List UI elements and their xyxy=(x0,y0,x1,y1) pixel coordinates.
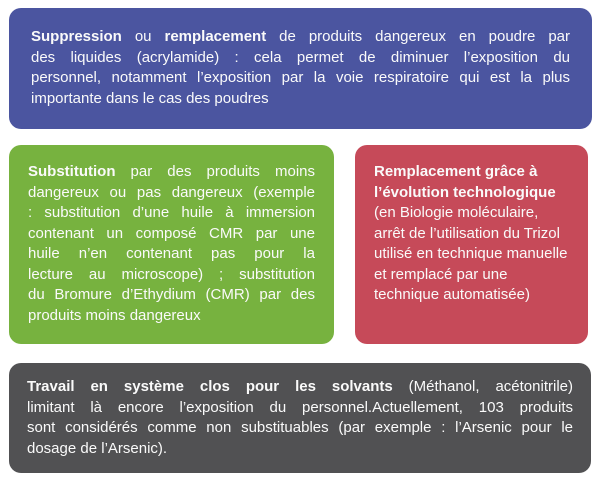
regular-text: du Bromure d’Ethydium (CMR) par des xyxy=(28,286,315,303)
box-remplacement-technologique xyxy=(355,145,588,344)
regular-text: sont considérés comme non substituables (par exemple : l’Arsenic pour le xyxy=(27,419,573,436)
text-line xyxy=(28,183,315,204)
regular-text: huile n’en contenant pas pour la xyxy=(28,245,315,262)
regular-text: de produits dangereux en poudre par xyxy=(266,28,570,45)
regular-text: ou xyxy=(121,28,165,45)
bold-text: Substitution xyxy=(28,163,116,180)
text-line xyxy=(27,398,573,419)
text-line xyxy=(374,183,576,204)
bold-text: Remplacement grâce à xyxy=(374,163,538,180)
regular-text: dangereux ou pas dangereux (exemple xyxy=(28,183,315,201)
text-line xyxy=(28,285,315,306)
text-line xyxy=(28,162,315,183)
text-line xyxy=(374,203,576,224)
regular-text: lecture au microscope) ; substitution xyxy=(28,265,315,283)
bold-text: remplacement xyxy=(164,28,267,45)
box-travail-systeme-clos xyxy=(9,363,591,473)
text-line xyxy=(27,418,573,439)
text-line xyxy=(374,162,576,183)
regular-text: par des produits moins xyxy=(115,163,315,180)
text-line xyxy=(27,439,573,460)
text-line xyxy=(31,68,570,89)
regular-text: (en Biologie moléculaire, xyxy=(374,204,539,221)
text-line xyxy=(28,265,315,286)
text-line xyxy=(31,89,570,110)
regular-text: produits moins dangereux xyxy=(28,306,201,324)
regular-text: contenant un composé CMR par une xyxy=(28,224,315,242)
regular-text: et remplacé par une xyxy=(374,265,508,283)
regular-text: utilisé en technique manuelle xyxy=(374,245,568,262)
bold-text: Suppression xyxy=(31,28,122,45)
text-line xyxy=(28,306,315,327)
text-line xyxy=(28,224,315,245)
text-line xyxy=(374,285,576,306)
text-line xyxy=(374,265,576,286)
text-line xyxy=(28,244,315,265)
box-substitution xyxy=(9,145,334,344)
regular-text: des liquides (acrylamide) : cela permet de diminuer l’exposition du xyxy=(31,48,570,66)
bold-text: Travail en système clos pour les solvants xyxy=(27,378,393,395)
box-suppression-remplacement xyxy=(9,8,592,129)
regular-text: importante dans le cas des poudres xyxy=(31,89,269,107)
text-line xyxy=(374,244,576,265)
regular-text: (Méthanol, acétonitrile) xyxy=(392,378,573,395)
regular-text: limitant là encore l’exposition du personnel.Actuellement, 103 produits xyxy=(27,398,573,416)
text-line xyxy=(374,224,576,245)
regular-text: : substitution d’une huile à immersion xyxy=(28,204,315,221)
text-line xyxy=(31,27,570,48)
bold-text: l’évolution technologique xyxy=(374,183,556,201)
regular-text: arrêt de l’utilisation du Trizol xyxy=(374,224,560,242)
text-line xyxy=(31,48,570,69)
regular-text: technique automatisée) xyxy=(374,286,530,303)
regular-text: dosage de l’Arsenic). xyxy=(27,439,168,457)
text-line xyxy=(27,377,573,398)
regular-text: personnel, notamment l’exposition par la voie respiratoire qui est la plus xyxy=(31,69,570,86)
text-line xyxy=(28,203,315,224)
